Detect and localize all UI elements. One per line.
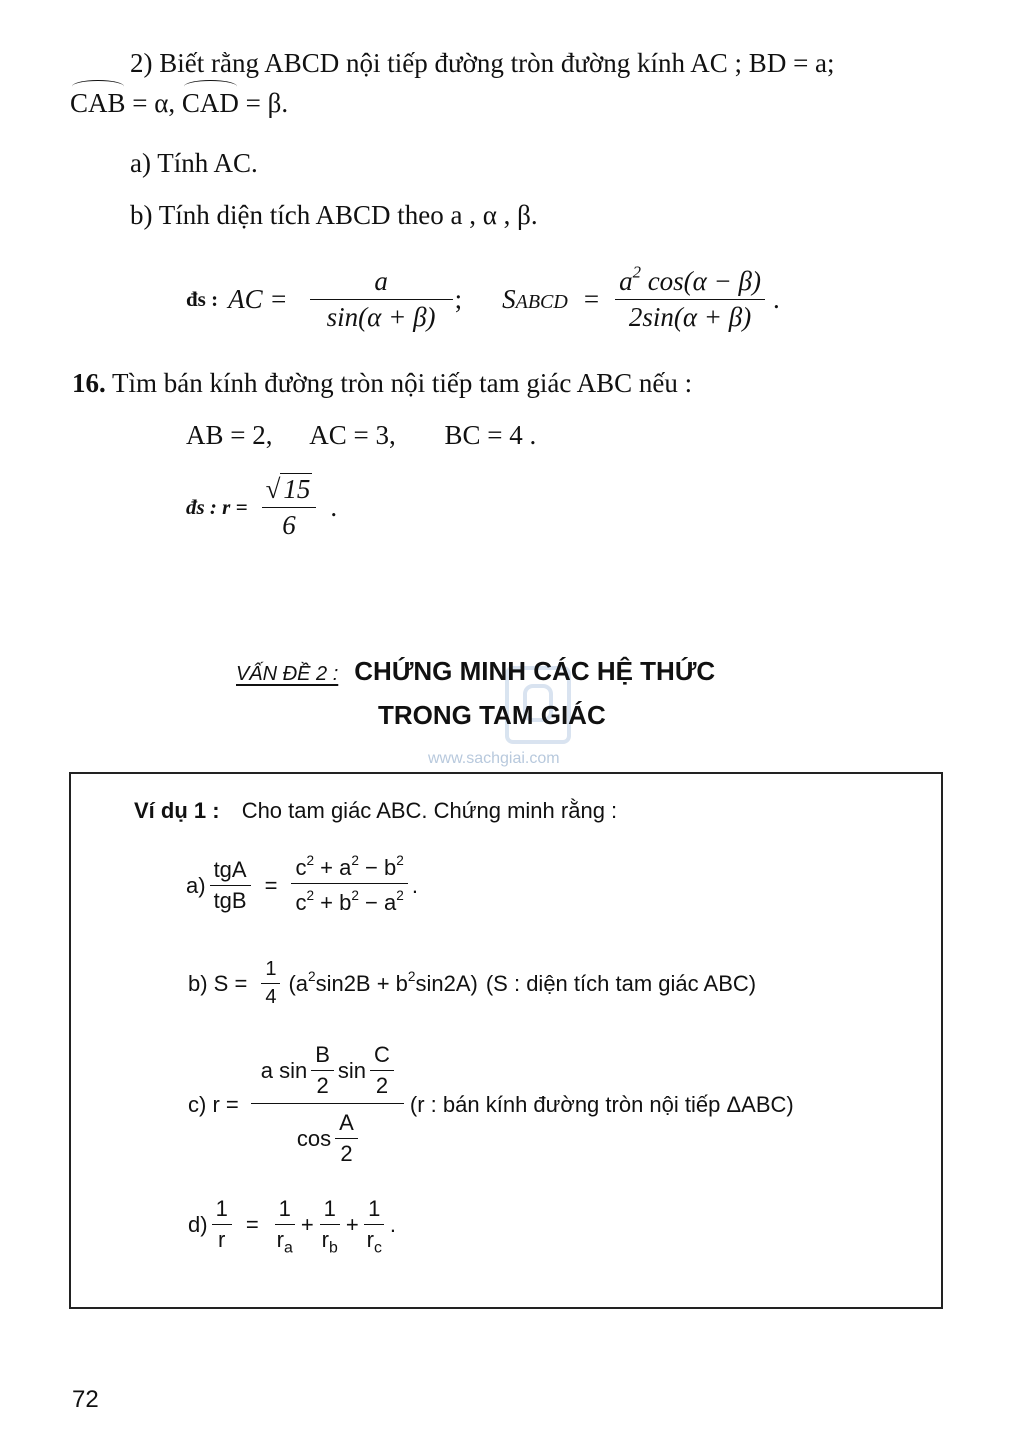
r-denominator: 6 (282, 510, 296, 540)
item-b-note: (S : diện tích tam giác ABC) (485, 970, 757, 996)
problem-16-givens (186, 420, 536, 451)
s-fraction (615, 262, 765, 333)
plus-2: + (345, 1211, 359, 1237)
ac-lhs: AC = (228, 284, 288, 314)
inv-rc-den: $r_c$ (366, 1227, 382, 1257)
inv-ra (273, 1196, 297, 1257)
r-end: . (330, 492, 338, 522)
inv-ra-den: $r_a$ (276, 1227, 293, 1257)
den-cos: cos (296, 1125, 332, 1151)
tg-fraction (210, 857, 251, 914)
inv-r-den: r (218, 1227, 226, 1252)
section-title-2: TRONG TAM GIÁC (378, 700, 606, 730)
s-eq: = (583, 284, 600, 314)
s-numerator (615, 262, 765, 300)
inv-rb-num: 1 (320, 1196, 340, 1225)
s-num-rest: cos(α − β) (640, 266, 762, 296)
section-heading-line1 (236, 656, 715, 687)
s-lhs (502, 284, 568, 315)
example-label: Ví dụ 1 : (134, 798, 220, 823)
item-a (186, 852, 418, 916)
part2-angle-defs (70, 88, 288, 119)
a-half-den: 2 (340, 1141, 353, 1166)
r-numerator (262, 474, 317, 508)
sqrt-radicand: 15 (280, 473, 312, 504)
inv-rb (318, 1196, 342, 1257)
item-d-eq: = (245, 1211, 259, 1237)
inv-rc (363, 1196, 386, 1257)
b-half-num: B (311, 1042, 334, 1071)
s-letter: S (502, 284, 516, 314)
quarter-numerator: 1 (261, 958, 280, 984)
item-b (188, 958, 756, 1009)
section-title-1: CHỨNG MINH CÁC HỆ THỨC (354, 656, 716, 686)
ac-numerator: a (310, 266, 453, 300)
inv-ra-num: 1 (275, 1196, 295, 1225)
inv-rc-num: 1 (364, 1196, 384, 1225)
r-formula-fraction (251, 1042, 404, 1167)
tg-denominator: tgB (213, 888, 247, 913)
r-formula-numerator (251, 1042, 404, 1104)
part2-intro: 2) Biết rằng ABCD nội tiếp đường tròn đường kính AC ; BD = a; (130, 48, 835, 78)
item-a-label: a) (186, 872, 206, 898)
answer-label: đs : (186, 287, 219, 311)
item-a-eq: = (264, 872, 278, 898)
arc-cab: CAB (70, 88, 126, 118)
semicolon: ; (454, 284, 463, 314)
ac-denominator: sin(α + β) (326, 302, 436, 332)
a-half-num: A (335, 1110, 358, 1139)
num-sin: sin (337, 1057, 367, 1083)
b-half (311, 1042, 334, 1099)
problem-16-answer (186, 474, 337, 541)
a-half (335, 1110, 358, 1167)
item-c (188, 1042, 794, 1167)
problem-16-text: Tìm bán kính đường tròn nội tiếp tam giác ABC nếu : (112, 368, 693, 398)
example-text: Cho tam giác ABC. Chứng minh rằng : (241, 798, 618, 823)
problem-16-number: 16. (72, 368, 106, 398)
item-b-label: b) S = (188, 970, 248, 996)
abc-numerator: $c^2 + a^2 - b^2$ (291, 855, 407, 884)
inv-r (212, 1196, 232, 1253)
given-ab: AB = 2, (186, 420, 273, 450)
s-num-a: a (619, 266, 633, 296)
example-intro (134, 798, 617, 824)
item-d (188, 1196, 397, 1257)
inv-rb-den: $r_b$ (321, 1227, 338, 1257)
given-ac: AC = 3, (309, 420, 396, 450)
watermark-url: www.sachgiai.com (428, 750, 560, 767)
arc-cab-value: = α, (132, 88, 176, 118)
item-a-end: . (411, 872, 418, 898)
p16-answer-label: đs : r = (186, 495, 248, 519)
item-d-label: d) (188, 1211, 208, 1237)
quarter-denominator: 4 (265, 986, 277, 1008)
abc-denominator: $c^2 + b^2 - a^2$ (295, 887, 404, 915)
item-c-note: (r : bán kính đường tròn nội tiếp ΔABC) (409, 1091, 794, 1117)
c-half (370, 1042, 394, 1099)
given-bc: BC = 4 . (444, 420, 537, 450)
abc-fraction (291, 852, 407, 916)
inv-r-num: 1 (212, 1196, 232, 1225)
tg-numerator: tgA (210, 857, 251, 886)
quarter-fraction (261, 958, 280, 1009)
c-half-num: C (370, 1042, 394, 1071)
c-half-den: 2 (375, 1073, 389, 1098)
s-end: . (773, 284, 780, 314)
problem-16 (72, 368, 692, 399)
r-formula-denominator (293, 1104, 362, 1167)
ac-fraction (314, 266, 449, 333)
item-b-expression: $(a^2\sin 2B + b^2\sin 2A)$ (288, 968, 478, 996)
question-a: a) Tính AC. (130, 148, 258, 178)
item-c-label: c) r = (188, 1091, 239, 1117)
b-half-den: 2 (316, 1073, 329, 1098)
part2-answer (186, 262, 780, 333)
arc-cad: CAD (181, 88, 239, 118)
s-num-exp: 2 (632, 262, 641, 282)
question-b: b) Tính diện tích ABCD theo a , α , β. (130, 200, 538, 230)
r-fraction (262, 474, 317, 541)
num-a-sin: a sin (260, 1057, 308, 1083)
plus-1: + (300, 1211, 314, 1237)
section-label: VẤN ĐỀ 2 : (236, 663, 339, 685)
s-denominator: 2sin(α + β) (628, 302, 752, 332)
item-d-end: . (389, 1211, 397, 1237)
arc-cad-value: = β. (245, 88, 289, 118)
s-subscript: ABCD (515, 291, 568, 313)
sqrt-symbol: √ 15 (265, 474, 311, 504)
page-number: 72 (72, 1386, 99, 1413)
